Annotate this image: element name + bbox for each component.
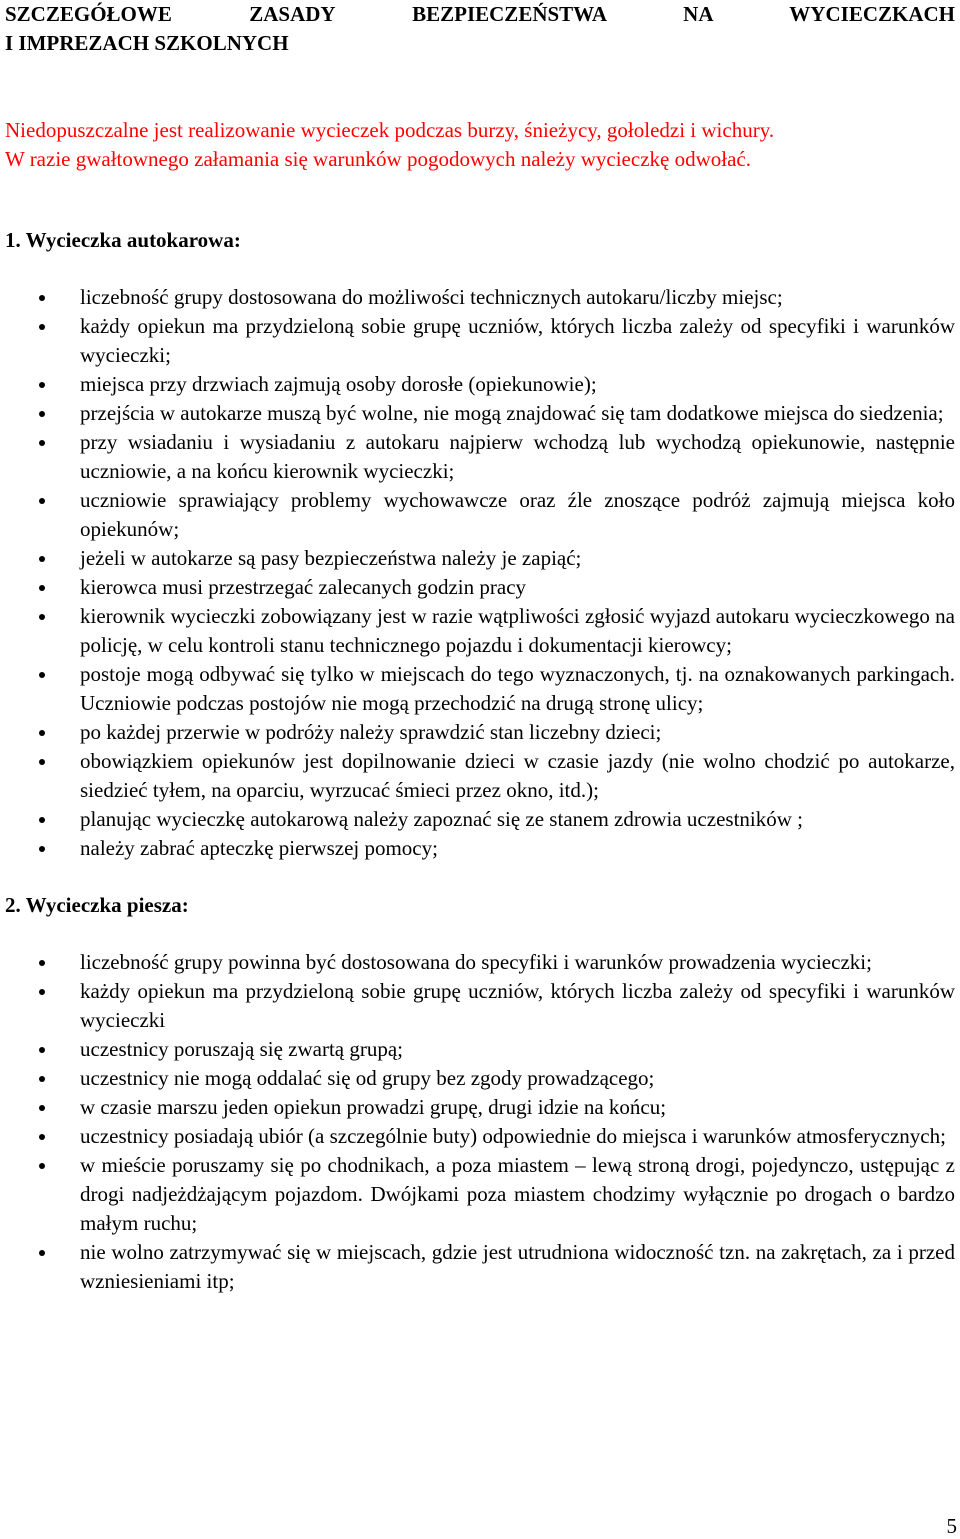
document-page xyxy=(5,0,955,1539)
bullet-icon xyxy=(39,1093,49,1122)
list-item xyxy=(5,428,955,486)
bullet-icon xyxy=(39,428,49,457)
bullet-icon xyxy=(39,399,49,428)
list-item-text: uczestnicy posiadają ubiór (a szczególnie buty) odpowiednie do miejsca i warunków atmosferycznych; xyxy=(80,1124,946,1148)
list-item xyxy=(5,1238,955,1296)
list-item-text: kierownik wycieczki zobowiązany jest w razie wątpliwości zgłosić wyjazd autokaru wycieczkowego na policję, w celu kontroli stanu technicznego pojazdu i dokumentacji kierowcy; xyxy=(80,604,955,657)
list-item-text: przy wsiadaniu i wysiadaniu z autokaru najpierw wchodzą lub wychodzą opiekunowie, następnie uczniowie, a na końcu kierownik wycieczki; xyxy=(80,430,955,483)
document-title-line-2: I IMPREZACH SZKOLNYCH xyxy=(5,31,289,55)
list-item xyxy=(5,312,955,370)
list-item xyxy=(5,805,955,834)
bullet-icon xyxy=(39,573,49,602)
list-item xyxy=(5,948,955,977)
page-number: 5 xyxy=(946,1514,957,1538)
list-item xyxy=(5,834,955,863)
weather-warning-line-2: W razie gwałtownego załamania się warunków pogodowych należy wycieczkę odwołać. xyxy=(5,147,751,171)
list-item xyxy=(5,370,955,399)
bus-trip-rules-list xyxy=(5,283,955,863)
section-heading-walking-trip: 2. Wycieczka piesza: xyxy=(5,893,189,917)
list-item xyxy=(5,544,955,573)
list-item xyxy=(5,1122,955,1151)
list-item xyxy=(5,747,955,805)
bullet-icon xyxy=(39,805,49,834)
bullet-icon xyxy=(39,544,49,573)
bullet-icon xyxy=(39,486,49,515)
list-item xyxy=(5,602,955,660)
list-item-text: obowiązkiem opiekunów jest dopilnowanie dzieci w czasie jazdy (nie wolno chodzić po autokarze, siedzieć tyłem, na oparciu, wyrzucać śmieci przez okno, itd.); xyxy=(80,749,955,802)
list-item xyxy=(5,1035,955,1064)
list-item-text: postoje mogą odbywać się tylko w miejscach do tego wyznaczonych, tj. na oznakowanych parkingach. Uczniowie podczas postojów nie mogą przechodzić na drugą stronę ulicy; xyxy=(80,662,955,715)
list-item xyxy=(5,486,955,544)
list-item-text: liczebność grupy powinna być dostosowana do specyfiki i warunków prowadzenia wycieczki; xyxy=(80,950,872,974)
section-heading-bus-trip: 1. Wycieczka autokarowa: xyxy=(5,228,241,252)
list-item-text: uczestnicy nie mogą oddalać się od grupy bez zgody prowadzącego; xyxy=(80,1066,655,1090)
list-item xyxy=(5,399,955,428)
list-item-text: przejścia w autokarze muszą być wolne, nie mogą znajdować się tam dodatkowe miejsca do siedzenia; xyxy=(80,401,944,425)
list-item xyxy=(5,718,955,747)
list-item-text: kierowca musi przestrzegać zalecanych godzin pracy xyxy=(80,575,527,599)
list-item xyxy=(5,1064,955,1093)
bullet-icon xyxy=(39,718,49,747)
bullet-icon xyxy=(39,747,49,776)
list-item-text: każdy opiekun ma przydzieloną sobie grupę uczniów, których liczba zależy od specyfiki i warunków wycieczki xyxy=(80,979,955,1032)
bullet-icon xyxy=(39,977,49,1006)
list-item-text: należy zabrać apteczkę pierwszej pomocy; xyxy=(80,836,438,860)
weather-warning-line-1: Niedopuszczalne jest realizowanie wycieczek podczas burzy, śnieżycy, gołoledzi i wichury. xyxy=(5,118,775,142)
list-item-text: planując wycieczkę autokarową należy zapoznać się ze stanem zdrowia uczestników ; xyxy=(80,807,803,831)
bullet-icon xyxy=(39,1064,49,1093)
bullet-icon xyxy=(39,312,49,341)
list-item-text: nie wolno zatrzymywać się w miejscach, gdzie jest utrudniona widoczność tzn. na zakrętach, za i przed wzniesieniami itp; xyxy=(80,1240,955,1293)
list-item-text: w czasie marszu jeden opiekun prowadzi grupę, drugi idzie na końcu; xyxy=(80,1095,667,1119)
bullet-icon xyxy=(39,660,49,689)
document-title-line-1: SZCZEGÓŁOWE ZASADY BEZPIECZEŃSTWA NA WYCIECZKACH xyxy=(5,2,955,26)
list-item-text: jeżeli w autokarze są pasy bezpieczeństwa należy je zapiąć; xyxy=(80,546,582,570)
list-item xyxy=(5,660,955,718)
list-item-text: każdy opiekun ma przydzieloną sobie grupę uczniów, których liczba zależy od specyfiki i warunków wycieczki; xyxy=(80,314,955,367)
list-item-text: uczniowie sprawiający problemy wychowawcze oraz źle znoszące podróż zajmują miejsca koło opiekunów; xyxy=(80,488,955,541)
bullet-icon xyxy=(39,370,49,399)
list-item xyxy=(5,573,955,602)
weather-warning xyxy=(5,116,955,174)
list-item-text: uczestnicy poruszają się zwartą grupą; xyxy=(80,1037,404,1061)
bullet-icon xyxy=(39,834,49,863)
list-item-text: liczebność grupy dostosowana do możliwości technicznych autokaru/liczby miejsc; xyxy=(80,285,783,309)
list-item xyxy=(5,283,955,312)
list-item-text: miejsca przy drzwiach zajmują osoby dorosłe (opiekunowie); xyxy=(80,372,597,396)
list-item-text: po każdej przerwie w podróży należy sprawdzić stan liczebny dzieci; xyxy=(80,720,662,744)
bullet-icon xyxy=(39,283,49,312)
list-item xyxy=(5,1093,955,1122)
list-item xyxy=(5,977,955,1035)
bullet-icon xyxy=(39,602,49,631)
list-item-text: w mieście poruszamy się po chodnikach, a poza miastem – lewą stroną drogi, pojedynczo, ustępując z drogi nadjeżdżającym pojazdom. Dwójkami poza miastem chodzimy wyłącznie po drogach o bardzo małym ruchu; xyxy=(80,1153,955,1235)
walking-trip-rules-list xyxy=(5,948,955,1296)
bullet-icon xyxy=(39,948,49,977)
list-item xyxy=(5,1151,955,1238)
document-title xyxy=(5,0,955,58)
bullet-icon xyxy=(39,1151,49,1180)
bullet-icon xyxy=(39,1238,49,1267)
bullet-icon xyxy=(39,1035,49,1064)
bullet-icon xyxy=(39,1122,49,1151)
